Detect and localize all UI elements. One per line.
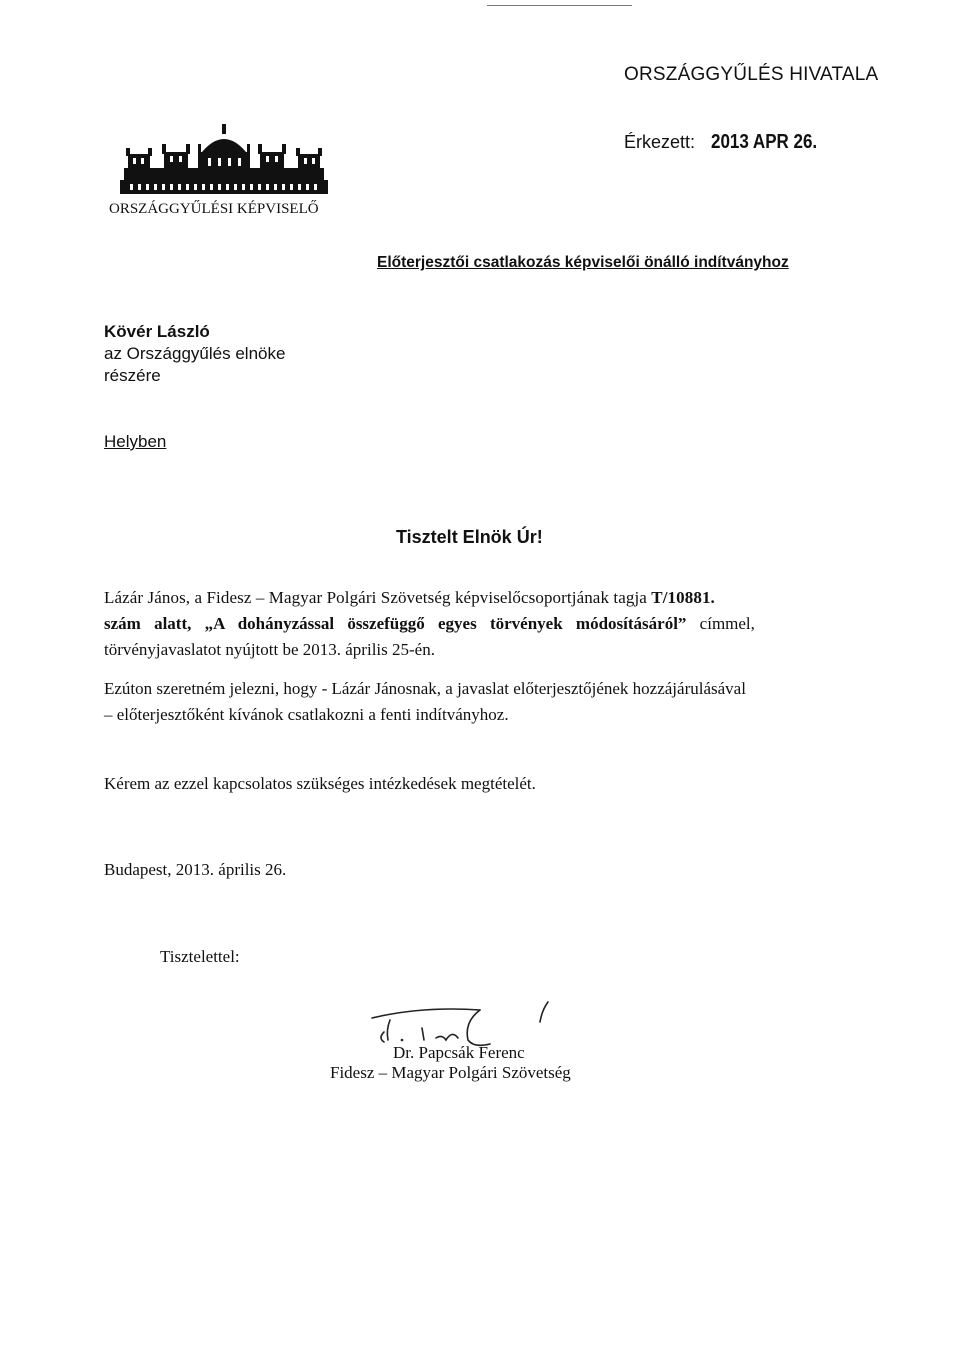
paragraph-1-line-2-text: címmel,	[686, 614, 755, 633]
paragraph-2	[104, 676, 746, 728]
addressee-location: Helyben	[104, 432, 167, 451]
addressee-block	[104, 321, 285, 387]
bill-title: szám alatt, „A dohányzással összefüggő egyes törvények módosításáról”	[104, 614, 687, 633]
paragraph-1-line-2	[104, 611, 836, 637]
bill-number: T/10881.	[651, 588, 715, 607]
paragraph-2-line-2: – előterjesztőként kívánok csatlakozni a fenti indítványhoz.	[104, 705, 509, 724]
received-label: Érkezett:	[624, 132, 696, 152]
paragraph-1	[104, 585, 836, 663]
sender-title: ORSZÁGGYŰLÉSI KÉPVISELŐ	[109, 201, 319, 217]
addressee-for: részére	[104, 366, 161, 385]
registry-stamp-received	[624, 131, 836, 154]
paragraph-1-line-1-text: Lázár János, a Fidesz – Magyar Polgári Szövetség képviselőcsoportjának tagja	[104, 588, 652, 607]
parliament-building-emblem-icon	[118, 122, 330, 194]
received-date: 2013 APR 26.	[711, 131, 818, 153]
place-and-date: Budapest, 2013. április 26.	[104, 860, 287, 879]
salutation: Tisztelt Elnök Úr!	[396, 527, 543, 547]
signer-party: Fidesz – Magyar Polgári Szövetség	[330, 1063, 571, 1082]
addressee-title: az Országgyűlés elnöke	[104, 344, 286, 363]
paragraph-3: Kérem az ezzel kapcsolatos szükséges intézkedések megtételét.	[104, 774, 536, 793]
paragraph-1-line-1	[104, 585, 836, 611]
document-subject: Előterjesztői csatlakozás képviselői önálló indítványhoz	[377, 254, 789, 271]
addressee-name: Kövér László	[104, 322, 210, 341]
signer-name: Dr. Papcsák Ferenc	[393, 1043, 525, 1062]
paragraph-1-line-3: törvényjavaslatot nyújtott be 2013. április 25-én.	[104, 640, 435, 659]
paragraph-2-line-1: Ezúton szeretném jelezni, hogy - Lázár Jánosnak, a javaslat előterjesztőjének hozzájárulásával	[104, 679, 746, 698]
top-rule-line	[487, 5, 632, 6]
registry-stamp-office: ORSZÁGGYŰLÉS HIVATALA	[624, 64, 879, 85]
closing-greeting: Tisztelettel:	[160, 947, 240, 966]
